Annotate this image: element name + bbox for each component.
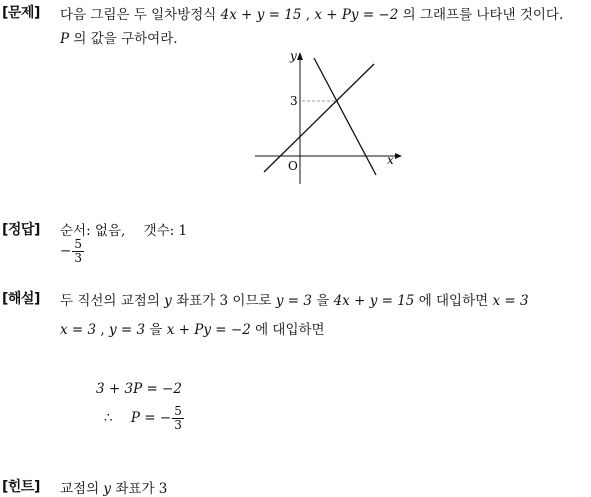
x-axis-arrow — [395, 153, 402, 159]
solution-tag: [해설] — [2, 291, 40, 307]
solution-eq-x3: x = 3 — [60, 322, 97, 338]
answer-tag: [정답] — [2, 222, 40, 238]
problem-rest: 의 그래프를 나타낸 것이다. — [402, 7, 564, 23]
hint-line — [60, 477, 167, 497]
problem-question: 의 값을 구하여라. — [73, 31, 178, 47]
solution-eq-2: x + Py = −2 — [166, 322, 251, 338]
solution-eq-y3-b: y = 3 — [109, 322, 146, 338]
problem-line-1 — [60, 3, 563, 23]
y-axis-arrow — [297, 52, 303, 60]
answer-order: 순서: 없음, — [60, 223, 126, 239]
solution-text-d: 에 대입하면 — [418, 293, 489, 309]
solution-eq-y3: y = 3 — [275, 293, 312, 309]
y-axis-label: y — [290, 49, 297, 63]
graph-line-4x-plus-y — [314, 58, 376, 175]
problem-line-2 — [60, 27, 178, 47]
answer-value — [60, 238, 85, 265]
origin-label: O — [288, 159, 298, 173]
solution-comma: , — [100, 322, 105, 338]
answer-sign: − — [60, 243, 72, 260]
tick-label-3: 3 — [290, 94, 298, 108]
solution-text-e: 을 — [149, 322, 163, 338]
equation-1: 4x + y = 15 — [220, 7, 302, 23]
solution-denominator: 3 — [174, 418, 182, 433]
problem-intro: 다음 그림은 두 일차방정식 — [60, 7, 217, 23]
solution-line-2 — [60, 318, 325, 338]
therefore-symbol: ∴ — [104, 410, 113, 427]
var-p: P — [60, 31, 70, 47]
solution-numerator: 5 — [174, 404, 182, 418]
hint-var-y: y — [103, 481, 112, 497]
answer-meta — [60, 219, 187, 239]
solution-text-f: 에 대입하면 — [255, 322, 325, 338]
solution-result-x3: x = 3 — [492, 293, 529, 309]
graph-figure — [250, 46, 410, 186]
problem-tag: [문제] — [2, 5, 40, 21]
x-axis-label: x — [387, 153, 394, 167]
equation-2: x + Py = −2 — [314, 7, 399, 23]
hint-text-a: 교점의 — [60, 481, 100, 497]
solution-var-y: y — [164, 293, 172, 309]
hint-text-b: 좌표가 3 — [115, 481, 168, 497]
answer-denominator: 3 — [74, 251, 82, 266]
hint-tag: [힌트] — [2, 479, 40, 495]
solution-text-c: 을 — [316, 293, 330, 309]
answer-fraction — [72, 238, 84, 265]
solution-text-a: 두 직선의 교점의 — [60, 293, 160, 309]
solution-fraction — [172, 405, 184, 432]
solution-eq-1: 4x + y = 15 — [333, 293, 415, 309]
solution-text-b: 좌표가 3 이므로 — [176, 293, 272, 309]
answer-count: 갯수: 1 — [143, 223, 188, 239]
problem-comma: , — [305, 7, 311, 23]
solution-step-2-lhs: P = − — [130, 410, 172, 427]
solution-line-1 — [60, 289, 529, 309]
solution-step-2 — [104, 405, 185, 432]
solution-step-1: 3 + 3P = −2 — [96, 381, 182, 397]
answer-numerator: 5 — [74, 237, 82, 251]
